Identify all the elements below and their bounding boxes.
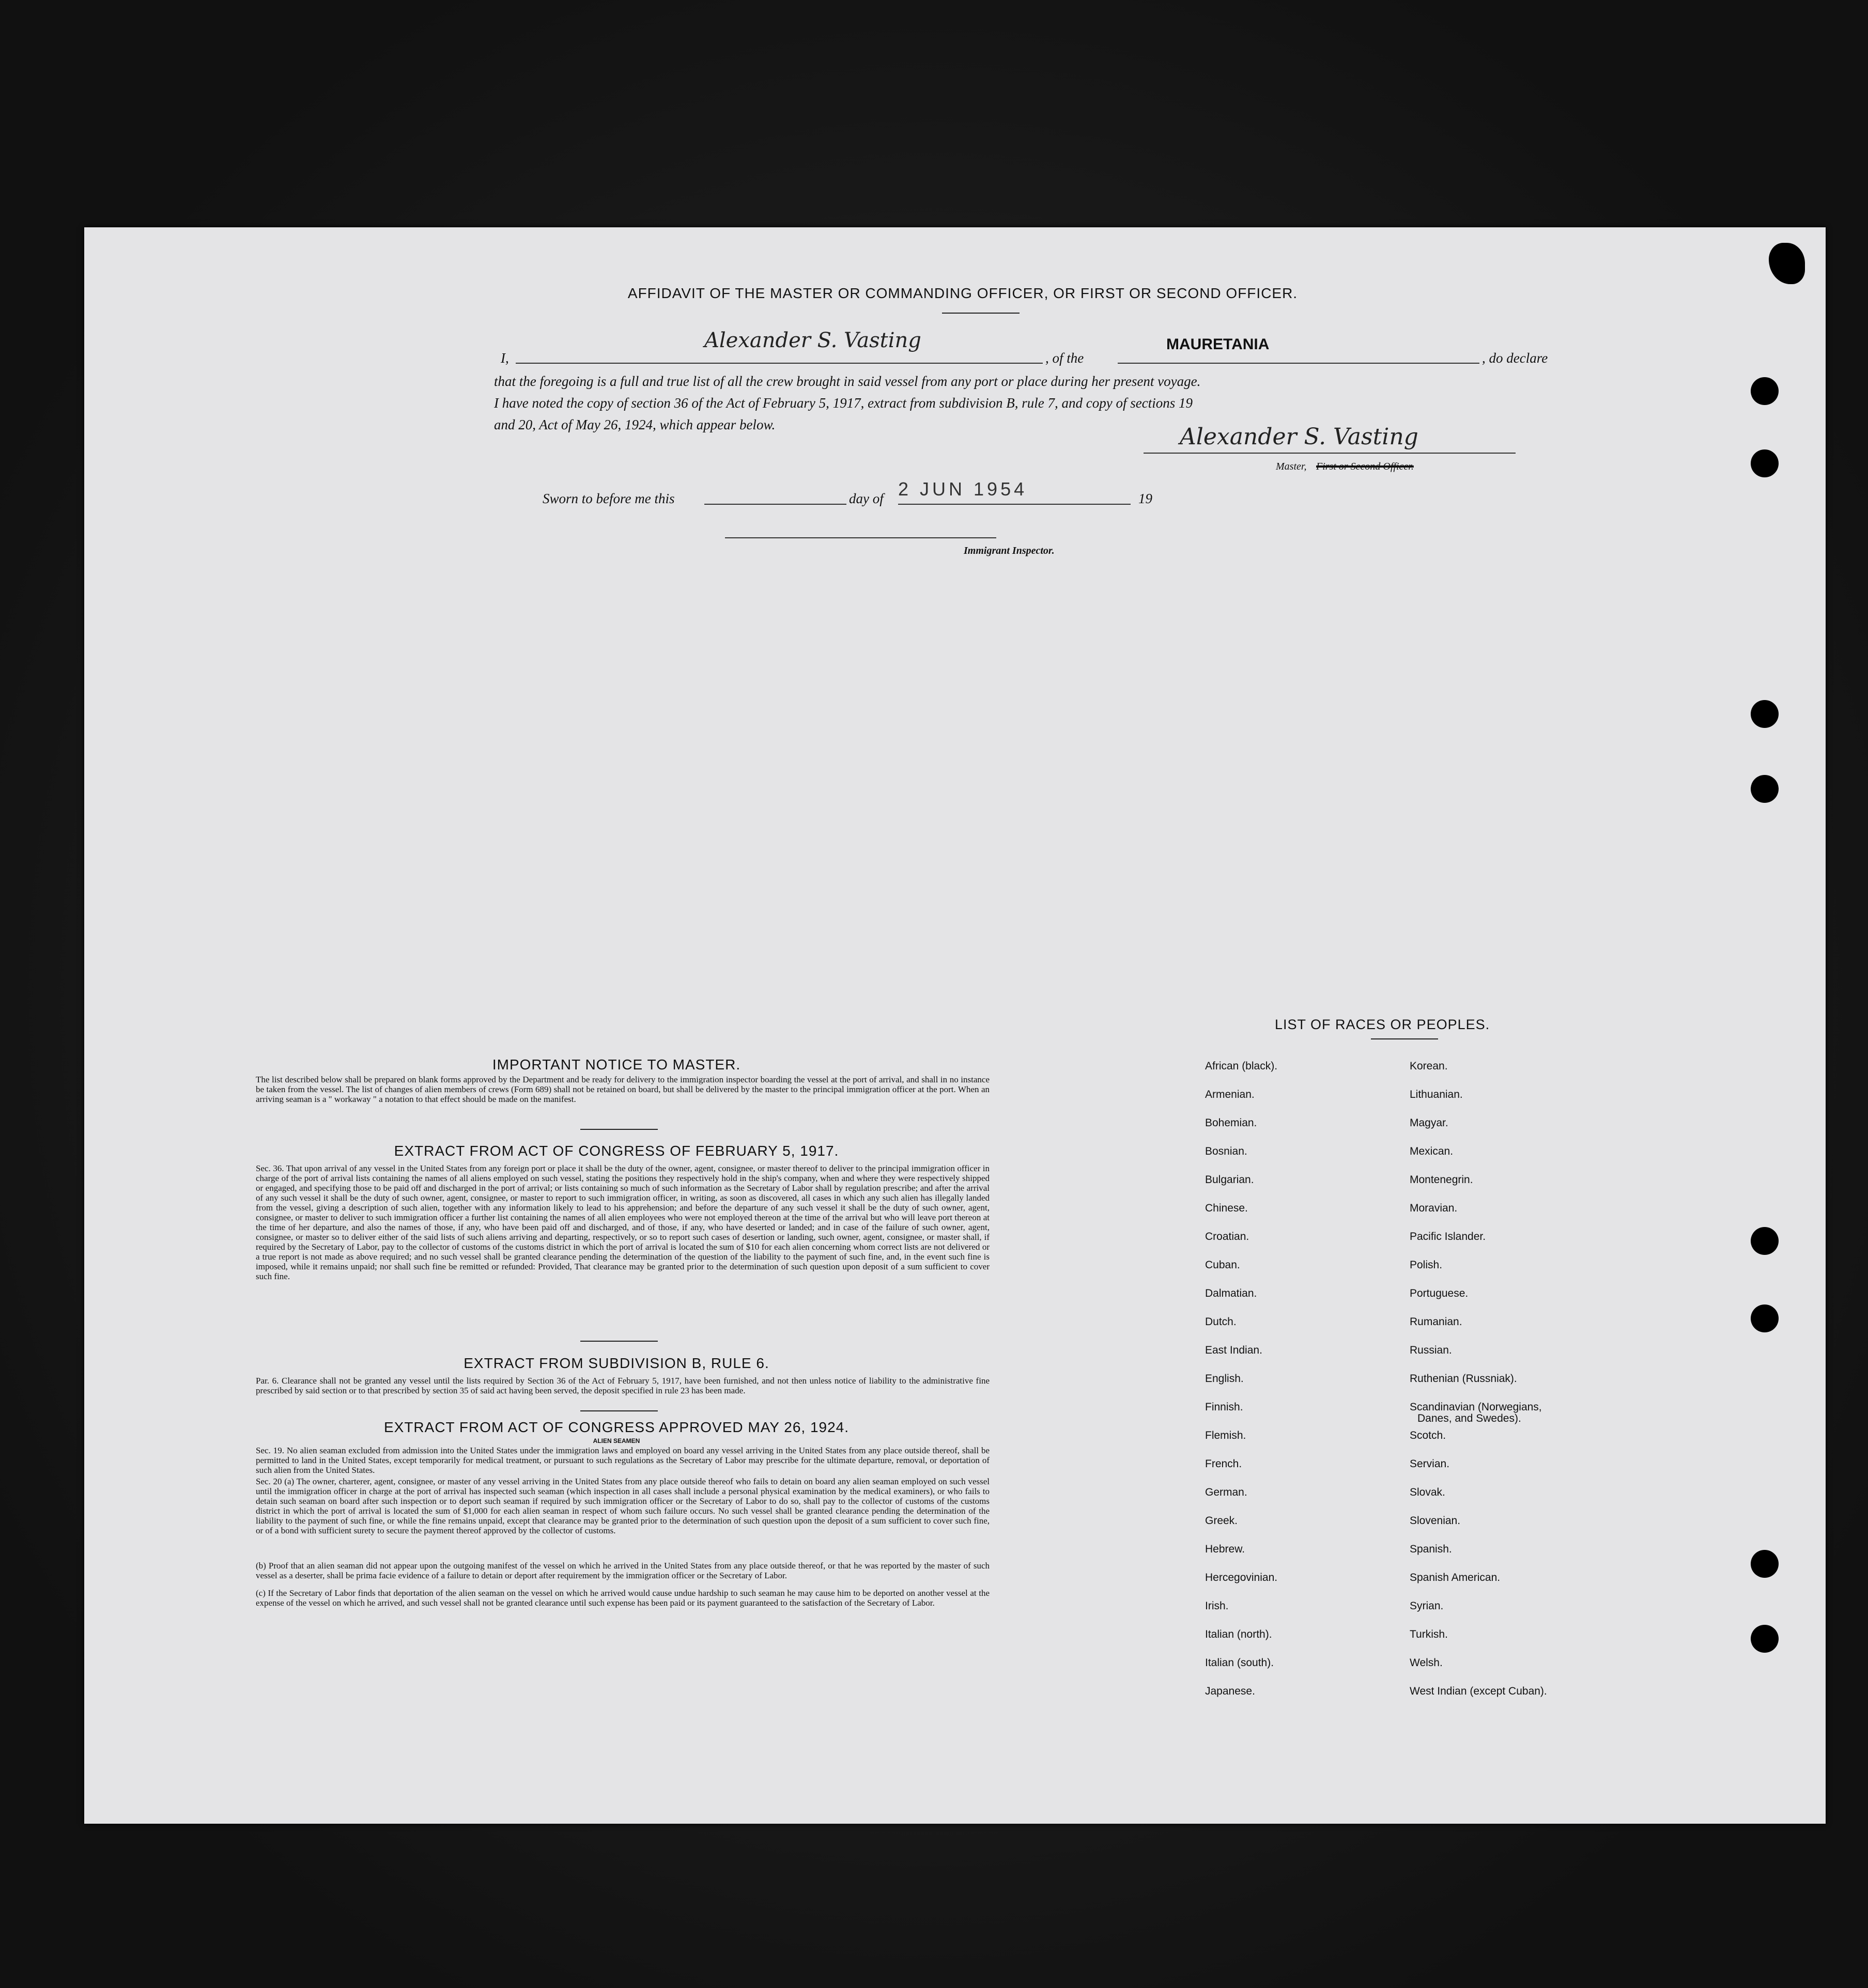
year-suffix: 19: [1138, 491, 1152, 506]
race-item: Hercegovinian.: [1205, 1572, 1278, 1583]
race-item: Dalmatian.: [1205, 1287, 1257, 1299]
race-item: Slovak.: [1410, 1486, 1445, 1498]
inspector-line: [725, 537, 996, 538]
sworn-date-line: [898, 504, 1131, 505]
punch-hole: [1751, 700, 1779, 728]
struck-officer-label: First or Second Officer.: [1316, 461, 1414, 472]
race-item: Scandinavian (Norwegians,: [1410, 1401, 1542, 1413]
punch-hole: [1751, 1304, 1779, 1332]
races-title: LIST OF RACES OR PEOPLES.: [1275, 1017, 1490, 1032]
race-item: African (black).: [1205, 1060, 1278, 1072]
race-item: French.: [1205, 1458, 1242, 1470]
race-item: Russian.: [1410, 1344, 1452, 1356]
race-item: Ruthenian (Russniak).: [1410, 1373, 1517, 1385]
extract1924-subtitle: ALIEN SEAMEN: [593, 1437, 640, 1445]
handwritten-name: Alexander S. Vasting: [704, 329, 921, 352]
affidavit-line1-prefix: I,: [501, 350, 509, 366]
race-item: German.: [1205, 1486, 1247, 1498]
extract1924-title: EXTRACT FROM ACT OF CONGRESS APPROVED MAY 26, 1924.: [383, 1419, 850, 1435]
date-stamp: 2 JUN 1954: [898, 478, 1028, 500]
race-item: West Indian (except Cuban).: [1410, 1685, 1547, 1697]
race-item: Rumanian.: [1410, 1316, 1462, 1328]
race-item: Spanish.: [1410, 1543, 1452, 1555]
race-item: Bohemian.: [1205, 1117, 1257, 1129]
race-item: Mexican.: [1410, 1145, 1454, 1157]
races-title-rule: [1371, 1038, 1438, 1039]
race-item: Cuban.: [1205, 1259, 1240, 1271]
punch-hole: [1751, 1625, 1779, 1653]
notice-title: IMPORTANT NOTICE TO MASTER.: [492, 1057, 741, 1073]
race-item: Moravian.: [1410, 1202, 1458, 1214]
race-item: Japanese.: [1205, 1685, 1255, 1697]
extract1917-title: EXTRACT FROM ACT OF CONGRESS OF FEBRUARY 5, 1917.: [394, 1143, 839, 1159]
race-item: Italian (north).: [1205, 1628, 1272, 1640]
race-item: Magyar.: [1410, 1117, 1448, 1129]
race-item: Servian.: [1410, 1458, 1450, 1470]
title-rule: [942, 313, 1020, 314]
race-item: English.: [1205, 1373, 1244, 1385]
race-item: Portuguese.: [1410, 1287, 1469, 1299]
vessel-underline: [1118, 363, 1479, 364]
race-item: East Indian.: [1205, 1344, 1262, 1356]
race-item: Hebrew.: [1205, 1543, 1245, 1555]
extract1924-sec20b: (b) Proof that an alien seaman did not appear upon the outgoing manifest of the vessel on which he arrived in the United States from any place outside thereof, or that he was reported by the master of such vessel as a deserter, shall be prima facie evidence of a failure to detain or deport after requirement by the immigration officer or the Secretary of Labor.: [256, 1561, 990, 1580]
race-item: Lithuanian.: [1410, 1089, 1463, 1100]
sworn-day-line: [704, 504, 846, 505]
race-item: Welsh.: [1410, 1657, 1443, 1669]
rule6-body: Par. 6. Clearance shall not be granted any vessel until the lists required by Section 36 of the Act of February 5, 1917, have been furnished, and not then unless notice of liability to the administrative fine prescribed by said section or to that prescribed by section 35 of said act having been served, the deposit specified in rule 23 has been made.: [256, 1376, 990, 1395]
name-underline: [516, 363, 1043, 364]
rule6-title: EXTRACT FROM SUBDIVISION B, RULE 6.: [464, 1355, 769, 1371]
punch-hole: [1751, 775, 1779, 803]
race-item: Syrian.: [1410, 1600, 1444, 1612]
race-item: Polish.: [1410, 1259, 1443, 1271]
section-rule: [580, 1410, 658, 1411]
punch-hole: [1751, 449, 1779, 477]
inspector-label: Immigrant Inspector.: [964, 545, 1055, 556]
affidavit-line3: I have noted the copy of section 36 of the Act of February 5, 1917, extract from subdivision B, rule 7, and copy of sections 19: [494, 395, 1193, 411]
torn-corner: [1769, 243, 1805, 284]
extract1924-sec20a: Sec. 20 (a) The owner, charterer, agent, consignee, or master of any vessel arriving in the United States from any place outside thereof who fails to detain on board any alien seaman employed on such vessel until the immigration officer in charge at the port of arrival has inspected such seaman (which inspection in all cases shall include a personal physical examination by the medical examiners), or who fails to detain such seaman on board after such inspection or to deport such seaman if required by such immigration officer or the Secretary of Labor to do so, shall pay to the collector of customs of the customs district in which the port of arrival is located the sum of $1,000 for each alien seaman in respect of whom such failure occurs. No such vessel shall be granted clearance pending the determination of the liability to the payment of such fine, or while the fine remains unpaid, except that clearance may be granted prior to the determination of such question upon the deposit of a sum sufficient to cover such fine, or of a bond with sufficient surety to secure the payment thereof approved by the collector of customs.: [256, 1477, 990, 1535]
race-item: Irish.: [1205, 1600, 1229, 1612]
race-item: Croatian.: [1205, 1231, 1249, 1242]
notice-body: The list described below shall be prepared on blank forms approved by the Department and be ready for delivery to the immigration inspector boarding the vessel at the port of arrival, and shall in no instance be taken from the vessel. The list of changes of alien members of crews (Form 689) shall not be retained on board, but shall be delivered by the master to the principal immigration officer at the port. When an arriving seaman is a " workaway " a notation to that effect should be made on the manifest.: [256, 1075, 990, 1104]
master-signature-line: [1144, 453, 1516, 454]
race-item: Bosnian.: [1205, 1145, 1247, 1157]
vessel-name: MAURETANIA: [1166, 336, 1270, 353]
race-item: Slovenian.: [1410, 1515, 1461, 1527]
race-item: Turkish.: [1410, 1628, 1448, 1640]
extract1917-body: Sec. 36. That upon arrival of any vessel in the United States from any foreign port or place it shall be the duty of the owner, agent, consignee, or master thereof to deliver to the principal immigration officer in charge of the port of arrival lists containing the names of all aliens employed on such vessel, stating the positions they respectively hold in the ship's company, when and where they were respectively shipped or engaged, and specifying those to be paid off and discharged in the port of arrival; or lists containing so much of such information as the Secretary of Labor shall by regulation prescribe; and after the arrival of any such vessel it shall be the duty of such owner, agent, consignee, or master to report to such immigration officer, in writing, as soon as discovered, all cases in which any such alien has illegally landed from the vessel, giving a description of such alien, together with any information likely to lead to his apprehension; and before the departure of any such vessel it shall be the duty of such owner, agent, consignee, or master to deliver to such immigration officer a further list containing the names of all alien employees who were not employed thereon at the time of the arrival but who will leave port thereon at the time of her departure, and also the names of those, if any, who have been paid off and discharged, and of those, if any, who have deserted or landed; and in case of the failure of such owner, agent, consignee, or master so to deliver either of the said lists of such aliens arriving and departing, respectively, or so to report such cases of desertion or landing, such owner, agent, consignee, or master shall, if required by the Secretary of Labor, pay to the collector of customs of the customs district in which the port of arrival is located the sum of $10 for each alien concerning whom correct lists are not delivered or a true report is not made as above required; and no such vessel shall be granted clearance pending the determination of the question of the liability to the payment of such fine, and, in the event such fine is imposed, while it remains unpaid; nor shall such fine be remitted or refunded: Provided, That clearance may be granted prior to the determination of such question upon deposit of a sum sufficient to cover such fine.: [256, 1163, 990, 1281]
extract1924-sec20c: (c) If the Secretary of Labor finds that deportation of the alien seaman on the vessel on which he arrived would cause undue hardship to such seaman he may cause him to be deported on another vessel at the expense of the vessel on which he arrived, and such vessel shall not be granted clearance until such expense has been paid or its payment guaranteed to the satisfaction of the Secretary of Labor.: [256, 1588, 990, 1608]
race-item: Dutch.: [1205, 1316, 1237, 1328]
race-item: Scotch.: [1410, 1430, 1446, 1441]
race-item: Danes, and Swedes).: [1417, 1412, 1521, 1424]
day-of-label: day of: [849, 491, 884, 506]
section-rule: [580, 1129, 658, 1130]
extract1924-sec19: Sec. 19. No alien seaman excluded from admission into the United States under the immigration laws and employed on board any vessel arriving in the United States from any place outside thereof, shall be permitted to land in the United States, except temporarily for medical treatment, or pursuant to such regulations as the Secretary of Labor may prescribe for the ultimate departure, removal, or deportation of such alien from the United States.: [256, 1446, 990, 1475]
race-item: Armenian.: [1205, 1089, 1255, 1100]
sworn-prefix: Sworn to before me this: [543, 491, 675, 506]
race-item: Greek.: [1205, 1515, 1238, 1527]
race-item: Montenegrin.: [1410, 1174, 1473, 1186]
race-item: Spanish American.: [1410, 1572, 1501, 1583]
master-signature: Alexander S. Vasting: [1180, 424, 1418, 450]
master-label: Master,: [1276, 461, 1307, 472]
document-sheet: [84, 227, 1826, 1824]
section-rule: [580, 1341, 658, 1342]
race-item: Flemish.: [1205, 1430, 1246, 1441]
affidavit-line2: that the foregoing is a full and true list of all the crew brought in said vessel from any port or place during her present voyage.: [494, 374, 1201, 389]
punch-hole: [1751, 1227, 1779, 1255]
race-item: Italian (south).: [1205, 1657, 1274, 1669]
race-item: Chinese.: [1205, 1202, 1248, 1214]
race-item: Finnish.: [1205, 1401, 1243, 1413]
race-item: Bulgarian.: [1205, 1174, 1254, 1186]
affidavit-title: AFFIDAVIT OF THE MASTER OR COMMANDING OFFICER, OR FIRST OR SECOND OFFICER.: [627, 285, 1298, 301]
race-item: Pacific Islander.: [1410, 1231, 1486, 1242]
punch-hole: [1751, 1550, 1779, 1578]
of-the-label: , of the: [1045, 350, 1084, 366]
do-declare-label: , do declare: [1482, 350, 1548, 366]
punch-hole: [1751, 377, 1779, 405]
affidavit-line4: and 20, Act of May 26, 1924, which appear below.: [494, 417, 776, 432]
race-item: Korean.: [1410, 1060, 1448, 1072]
